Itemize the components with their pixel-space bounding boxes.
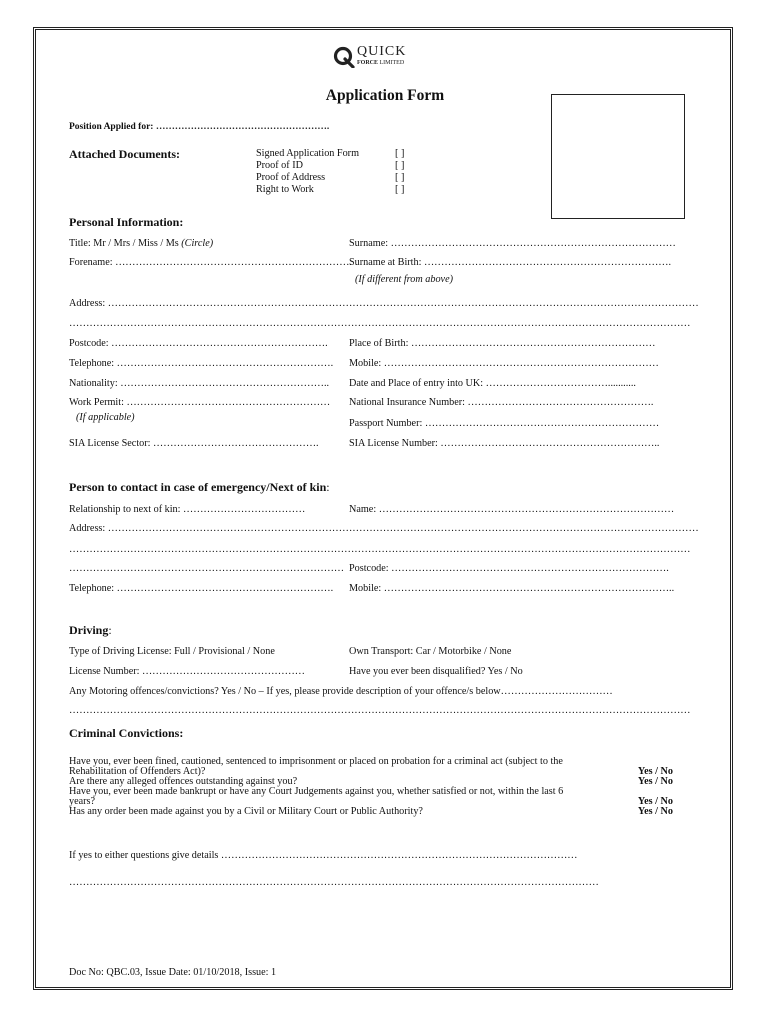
work-permit-hint: (If applicable) bbox=[76, 412, 135, 423]
motoring-offences-field[interactable]: Any Motoring offences/convictions? Yes / No – If yes, please provide description of your offence/s below…………………………… bbox=[69, 686, 613, 697]
mobile-field[interactable]: Mobile: ……………………………………………………………………… bbox=[349, 358, 659, 369]
question-3-line-1: Have you, ever been made bankrupt or have any Court Judgements against you, whether satisfied or not, within the last 6 bbox=[69, 786, 564, 797]
license-type-field[interactable]: Type of Driving License: Full / Provisional / None bbox=[69, 646, 275, 657]
surname-at-birth-field[interactable]: Surname at Birth: ………………………………………………………………. bbox=[349, 257, 672, 268]
details-field[interactable]: If yes to either questions give details …………………………………………………………………………………………… bbox=[69, 850, 578, 861]
question-3-yes-no[interactable]: Yes / No bbox=[637, 796, 673, 807]
attached-item-right-to-work: Right to Work bbox=[256, 184, 314, 195]
document-footer: Doc No: QBC.03, Issue Date: 01/10/2018, Issue: 1 bbox=[69, 967, 277, 978]
relationship-field[interactable]: Relationship to next of kin: ……………………………… bbox=[69, 504, 306, 515]
form-title: Application Form bbox=[325, 87, 445, 104]
attached-documents-heading: Attached Documents: bbox=[69, 147, 180, 161]
checkbox-right-to-work[interactable]: [ ] bbox=[395, 184, 405, 195]
sia-number-field[interactable]: SIA License Number: ……………………………………………………….. bbox=[349, 438, 660, 449]
kin-postcode-field[interactable]: Postcode: ………………………………………………………………………. bbox=[349, 563, 669, 574]
place-of-birth-field[interactable]: Place of Birth: ……………………………………………………………… bbox=[349, 338, 656, 349]
checkbox-address[interactable]: [ ] bbox=[395, 172, 405, 183]
logo-text-top: QUICK bbox=[357, 44, 407, 59]
driving-heading: Driving: bbox=[69, 623, 112, 637]
kin-mobile-field[interactable]: Mobile: ………………………………………………………………………….. bbox=[349, 583, 675, 594]
address-line-2[interactable]: ………………………………………………………………………………………………………………………………………………………………… bbox=[69, 318, 691, 329]
checkbox-id[interactable]: [ ] bbox=[395, 160, 405, 171]
question-1-yes-no[interactable]: Yes / No bbox=[637, 766, 673, 777]
nationality-field[interactable]: Nationality: …………………………………………………….. bbox=[69, 378, 330, 389]
passport-number-field[interactable]: Passport Number: …………………………………………………………… bbox=[349, 418, 660, 429]
ni-number-field[interactable]: National Insurance Number: ………………………………………………. bbox=[349, 397, 654, 408]
question-2-yes-no[interactable]: Yes / No bbox=[637, 776, 673, 787]
offences-description-line[interactable]: ………………………………………………………………………………………………………………………………………………………………… bbox=[69, 705, 691, 716]
sia-sector-field[interactable]: SIA License Sector: …………………………………………. bbox=[69, 438, 319, 449]
attached-item-id: Proof of ID bbox=[256, 160, 303, 171]
criminal-heading: Criminal Convictions: bbox=[69, 726, 184, 740]
kin-name-field[interactable]: Name: …………………………………………………………………………… bbox=[349, 504, 675, 515]
address-field[interactable]: Address: ………………………………………………………………………………………………………………………………………………………… bbox=[69, 298, 699, 309]
title-field[interactable]: Title: Mr / Mrs / Miss / Ms (Circle) bbox=[69, 238, 214, 249]
kin-address-field[interactable]: Address: ………………………………………………………………………………………………………………………………………………………… bbox=[69, 523, 699, 534]
kin-address-line-2[interactable]: ………………………………………………………………………………………………………………………………………………………………… bbox=[69, 544, 691, 555]
criminal-questions bbox=[69, 757, 673, 817]
question-1-line-2: Rehabilitation of Offenders Act)? Yes / No bbox=[69, 766, 673, 777]
personal-info-heading: Personal Information: bbox=[69, 215, 184, 229]
question-4: Has any order been made against you by a Civil or Military Court or Public Authority? Yes / No bbox=[69, 806, 673, 817]
attached-item-address: Proof of Address bbox=[256, 172, 326, 183]
question-1-line-1: Have you, ever been fined, cautioned, sentenced to imprisonment or placed on probation for a criminal act (subject to the bbox=[69, 756, 563, 767]
attached-item-application: Signed Application Form bbox=[256, 148, 360, 159]
work-permit-field[interactable]: Work Permit: …………………………………………………… bbox=[69, 397, 331, 408]
photo-box bbox=[551, 94, 685, 219]
license-number-field[interactable]: License Number: ………………………………………… bbox=[69, 666, 305, 677]
telephone-field[interactable]: Telephone: ………………………………………………………. bbox=[69, 358, 334, 369]
logo-q-icon bbox=[333, 46, 355, 68]
postcode-field[interactable]: Postcode: ………………………………………………………. bbox=[69, 338, 328, 349]
kin-address-line-3[interactable]: ……………………………………………………………………… bbox=[69, 563, 345, 574]
kin-telephone-field[interactable]: Telephone: ………………………………………………………. bbox=[69, 583, 334, 594]
surname-field[interactable]: Surname: ………………………………………………………………………… bbox=[349, 238, 676, 249]
details-line[interactable]: ………………………………………………………………………………………………………………………………………… bbox=[69, 877, 599, 888]
question-2: Are there any alleged offences outstanding against you? Yes / No bbox=[69, 776, 673, 787]
emergency-heading: Person to contact in case of emergency/Next of kin: bbox=[69, 480, 330, 494]
surname-birth-hint: (If different from above) bbox=[355, 274, 453, 285]
logo-text-bottom: FORCE LIMITED bbox=[357, 60, 405, 66]
own-transport-field[interactable]: Own Transport: Car / Motorbike / None bbox=[349, 646, 512, 657]
checkbox-application[interactable]: [ ] bbox=[395, 148, 405, 159]
date-entry-uk-field[interactable]: Date and Place of entry into UK: ………………………………........... bbox=[349, 378, 636, 389]
forename-field[interactable]: Forename: ……………………………………………………………. bbox=[69, 257, 352, 268]
position-applied-field[interactable]: Position Applied for: ………………………………………………. bbox=[69, 122, 330, 132]
disqualified-field[interactable]: Have you ever been disqualified? Yes / No bbox=[349, 666, 523, 677]
question-3-line-2: years? Yes / No bbox=[69, 796, 673, 807]
question-4-yes-no[interactable]: Yes / No bbox=[637, 806, 673, 817]
